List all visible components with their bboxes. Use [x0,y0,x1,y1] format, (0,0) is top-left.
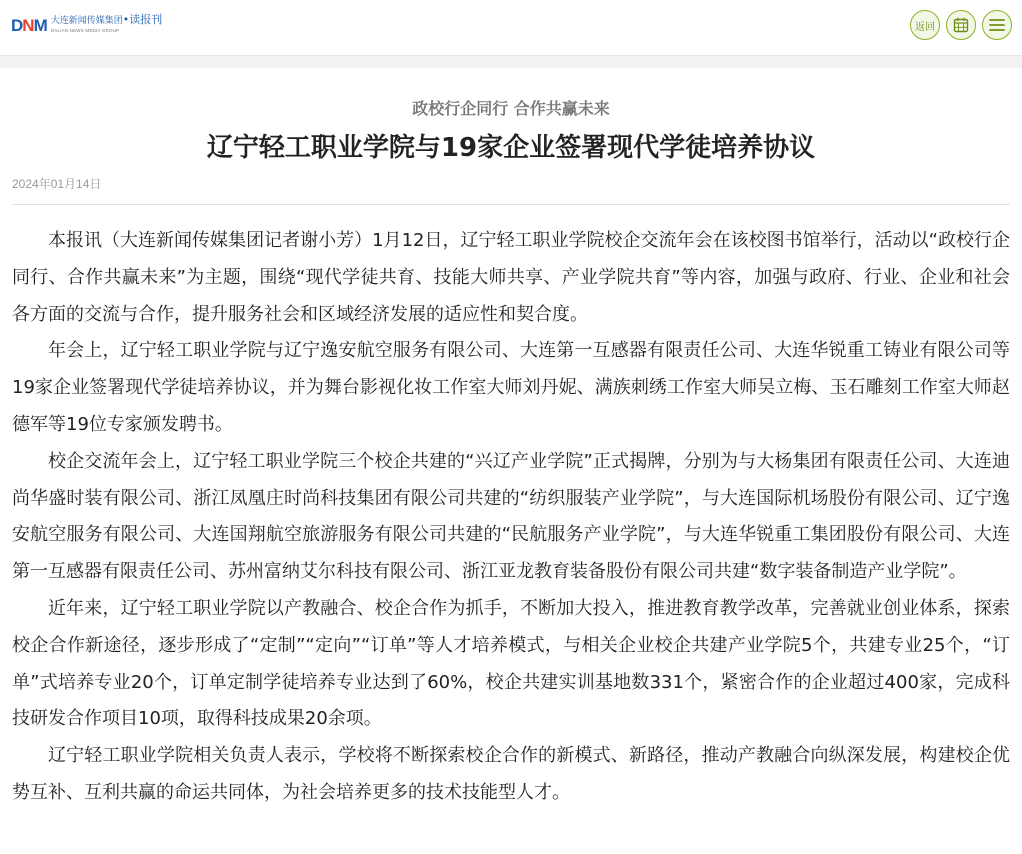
article-kicker: 政校行企同行 合作共赢未来 [412,99,610,118]
top-bar [0,0,1022,56]
article-paragraph: 年会上，辽宁轻工职业学院与辽宁逸安航空服务有限公司、大连第一互感器有限责任公司、大连华锐重工铸业有限公司等19家企业签署现代学徒培养协议，并为舞台影视化妆工作室大师刘丹妮、满族刺绣工作室大师吴立梅、玉石雕刻工作室大师赵德军等19位专家颁发聘书。 [12,340,1010,435]
article-paragraph: 近年来，辽宁轻工职业学院以产教融合、校企合作为抓手，不断加大投入，推进教育教学改革，完善就业创业体系，探索校企合作新途径，逐步形成了“定制”“定向”“订单”等人才培养模式，与相关企业校企共建产业学院5个，共建专业25个，“订单”式培养专业20个，订单定制学徒培养专业达到了60%，校企共建实训基地数331个，紧密合作的企业超过400家，完成科技研发合作项目10项，取得科技成果20余项。 [12,597,1010,730]
article-paragraph: 本报讯（大连新闻传媒集团记者谢小芳）1月12日，辽宁轻工职业学院校企交流年会在该校图书馆举行，活动以“政校行企同行、合作共赢未来”为主题，围绕“现代学徒共育、技能大师共享、产业学院共育”等内容，加强与政府、行业、企业和社会各方面的交流与合作，提升服务社会和区域经济发展的适应性和契合度。 [12,230,1010,325]
article-title: 辽宁轻工职业学院与19家企业签署现代学徒培养协议 [206,133,816,163]
logo-english: DALIAN NEWS MEDIA GROUP [50,28,120,33]
separator-strip [0,56,1022,68]
back-label: 返回 [915,21,935,33]
logo-sub: •读报刊 [122,13,163,26]
back-button[interactable] [910,10,940,40]
article-body [12,223,1010,812]
menu-button[interactable] [982,10,1012,40]
menu-icon [989,18,1005,32]
logo-text [51,15,163,35]
logo-mark: DNM [11,15,47,35]
calendar-icon [953,17,969,33]
logo-group-name: 大连新闻传媒集团•读报刊 [50,13,163,26]
nav-buttons [910,10,1012,40]
calendar-button[interactable] [946,10,976,40]
article-paragraph: 辽宁轻工职业学院相关负责人表示，学校将不断探索校企合作的新模式、新路径，推动产教融合向纵深发展，构建校企优势互补、互利共赢的命运共同体，为社会培养更多的技术技能型人才。 [12,745,1010,803]
article-paragraph: 校企交流年会上，辽宁轻工职业学院三个校企共建的“兴辽产业学院”正式揭牌，分别为与大杨集团有限责任公司、大连迪尚华盛时装有限公司、浙江凤凰庄时尚科技集团有限公司共建的“纺织服装产业学院”，与大连国际机场股份有限公司、辽宁逸安航空服务有限公司、大连国翔航空旅游服务有限公司共建的“民航服务产业学院”，与大连华锐重工集团股份有限公司、大连第一互感器有限责任公司、苏州富纳艾尔科技有限公司、浙江亚龙教育装备股份有限公司共建“数字装备制造产业学院”。 [12,450,1010,583]
article [0,98,1022,812]
site-logo[interactable] [11,15,162,35]
article-date: 2024年01月14日 [12,176,1010,205]
